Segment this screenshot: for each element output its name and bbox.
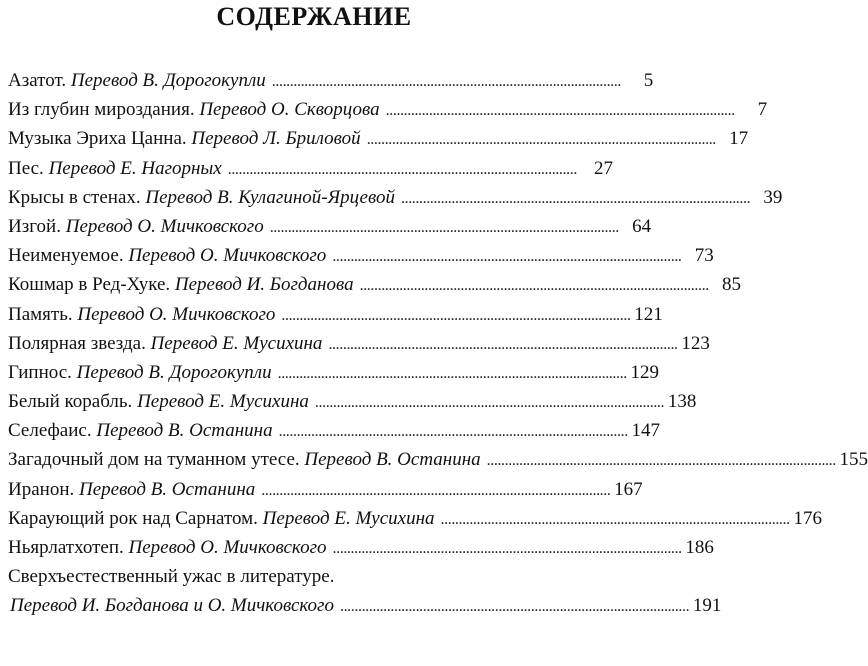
entry-title: Из глубин мироздания. xyxy=(8,99,195,121)
entry-page-number: 121 xyxy=(634,303,663,325)
entry-page-number: 85 xyxy=(722,274,741,296)
entry-text xyxy=(8,270,354,299)
entry-translator: Перевод О. Мичковского xyxy=(128,245,327,267)
entry-text xyxy=(8,329,322,358)
entry-title: Неименуемое. xyxy=(8,245,124,267)
toc-entry xyxy=(8,66,654,95)
entry-translator: Перевод Л. Бриловой xyxy=(191,128,361,150)
toc-entry xyxy=(8,154,613,183)
entry-title: Караующий рок над Сарнатом. xyxy=(8,507,258,529)
entry-translator: Перевод Е. Мусихина xyxy=(150,332,323,354)
entry-translator: Перевод И. Богданова xyxy=(174,274,354,296)
toc-entry xyxy=(8,387,697,416)
toc-entry xyxy=(8,212,652,241)
toc-entry xyxy=(8,504,822,533)
entry-translator: Перевод И. Богданова и О. Мичковского xyxy=(10,595,334,617)
toc-entry xyxy=(8,533,714,562)
entry-text xyxy=(8,154,222,183)
entry-text xyxy=(8,387,309,416)
dot-leader xyxy=(228,155,579,184)
toc-entry xyxy=(8,241,714,270)
dot-leader xyxy=(315,388,662,417)
dot-leader xyxy=(278,359,625,388)
dot-leader xyxy=(279,417,626,446)
entry-title: Сверхъестественный ужас в литературе. xyxy=(8,566,335,588)
page-title: СОДЕРЖАНИЕ xyxy=(216,2,412,31)
entry-page-number: 186 xyxy=(685,537,714,558)
entry-translator: Перевод Е. Мусихина xyxy=(137,391,309,413)
entry-text xyxy=(8,95,380,124)
entry-page-number: 39 xyxy=(763,186,783,208)
entry-text xyxy=(8,445,481,474)
entry-page-number: 27 xyxy=(594,157,613,179)
entry-page-number: 123 xyxy=(681,332,710,354)
entry-text xyxy=(8,504,435,533)
entry-translator: Перевод В. Дорогокупли xyxy=(76,361,272,383)
entry-page-number: 64 xyxy=(632,215,652,237)
toc-entry xyxy=(8,358,659,387)
entry-title: Память. xyxy=(8,303,73,325)
toc-entry xyxy=(8,329,710,358)
toc-entry xyxy=(8,300,663,329)
dot-leader xyxy=(360,271,707,300)
entry-text xyxy=(8,124,361,153)
dot-leader xyxy=(261,476,608,505)
entry-translator: Перевод В. Останина xyxy=(304,449,481,471)
entry-page-number: 129 xyxy=(630,361,659,383)
dot-leader xyxy=(367,125,714,154)
entry-text xyxy=(8,212,264,241)
toc-entry xyxy=(8,445,868,474)
entry-title: Загадочный дом на туманном утесе. xyxy=(8,449,300,471)
entry-title: Белый корабль. xyxy=(8,391,133,413)
entry-page-number: 7 xyxy=(757,99,768,121)
entry-title: Азатот. xyxy=(8,70,67,91)
entry-title: Крысы в стенах. xyxy=(8,186,141,208)
entry-page-number: 5 xyxy=(643,70,654,91)
entry-text xyxy=(8,66,266,95)
dot-leader xyxy=(487,446,834,475)
toc-entry xyxy=(8,124,749,153)
entry-title: Полярная звезда. xyxy=(8,332,146,354)
entry-page-number: 176 xyxy=(793,507,822,529)
dot-leader xyxy=(328,330,675,359)
dot-leader xyxy=(281,301,628,330)
entry-translator: Перевод О. Мичковского xyxy=(77,303,276,325)
entry-translator: Перевод В. Останина xyxy=(96,420,273,442)
entry-title: Иранон. xyxy=(8,478,75,500)
entry-text xyxy=(8,475,255,504)
entry-second-line xyxy=(8,591,722,620)
entry-title: Пес. xyxy=(8,157,44,179)
entry-page-number: 138 xyxy=(667,391,697,413)
entry-translator: Перевод В. Дорогокупли xyxy=(70,70,266,91)
dot-leader xyxy=(340,592,687,621)
entry-translator: Перевод Е. Мусихина xyxy=(262,507,435,529)
entry-translator: Перевод В. Останина xyxy=(79,478,256,500)
dot-leader xyxy=(333,534,680,563)
entry-page-number: 167 xyxy=(614,478,643,500)
entry-text xyxy=(8,183,395,212)
entry-title: Музыка Эриха Цанна. xyxy=(8,128,187,150)
toc-entry xyxy=(8,95,768,124)
entry-title: Ньярлатхотеп. xyxy=(8,537,124,558)
dot-leader xyxy=(272,67,619,96)
entry-translator: Перевод О. Скворцова xyxy=(199,99,380,121)
entry-page-number: 73 xyxy=(694,245,714,267)
entry-translator: Перевод В. Кулагиной-Ярцевой xyxy=(145,186,395,208)
entry-page-number: 147 xyxy=(631,420,661,442)
entry-text xyxy=(8,358,272,387)
entry-text xyxy=(8,300,275,329)
toc-entry-multiline xyxy=(8,562,722,620)
entry-page-number: 17 xyxy=(729,128,749,150)
dot-leader xyxy=(386,96,733,125)
entry-title: Селефаис. xyxy=(8,420,92,442)
table-of-contents xyxy=(8,66,868,620)
entry-title: Гипнос. xyxy=(8,361,72,383)
entry-page-number: 155 xyxy=(839,449,868,471)
entry-title: Изгой. xyxy=(8,215,61,237)
toc-entry xyxy=(8,270,741,299)
dot-leader xyxy=(441,505,788,534)
entry-text xyxy=(8,241,326,270)
entry-page-number: 191 xyxy=(692,595,722,617)
entry-translator: Перевод О. Мичковского xyxy=(65,215,264,237)
toc-entry xyxy=(8,475,643,504)
entry-translator: Перевод О. Мичковского xyxy=(128,537,327,558)
dot-leader xyxy=(270,213,617,242)
entry-text xyxy=(8,533,327,562)
dot-leader xyxy=(332,242,679,271)
entry-text xyxy=(8,416,273,445)
entry-title: Кошмар в Ред-Хуке. xyxy=(8,274,171,296)
toc-entry xyxy=(8,183,783,212)
dot-leader xyxy=(401,184,748,213)
entry-translator: Перевод Е. Нагорных xyxy=(48,157,222,179)
toc-entry xyxy=(8,416,661,445)
